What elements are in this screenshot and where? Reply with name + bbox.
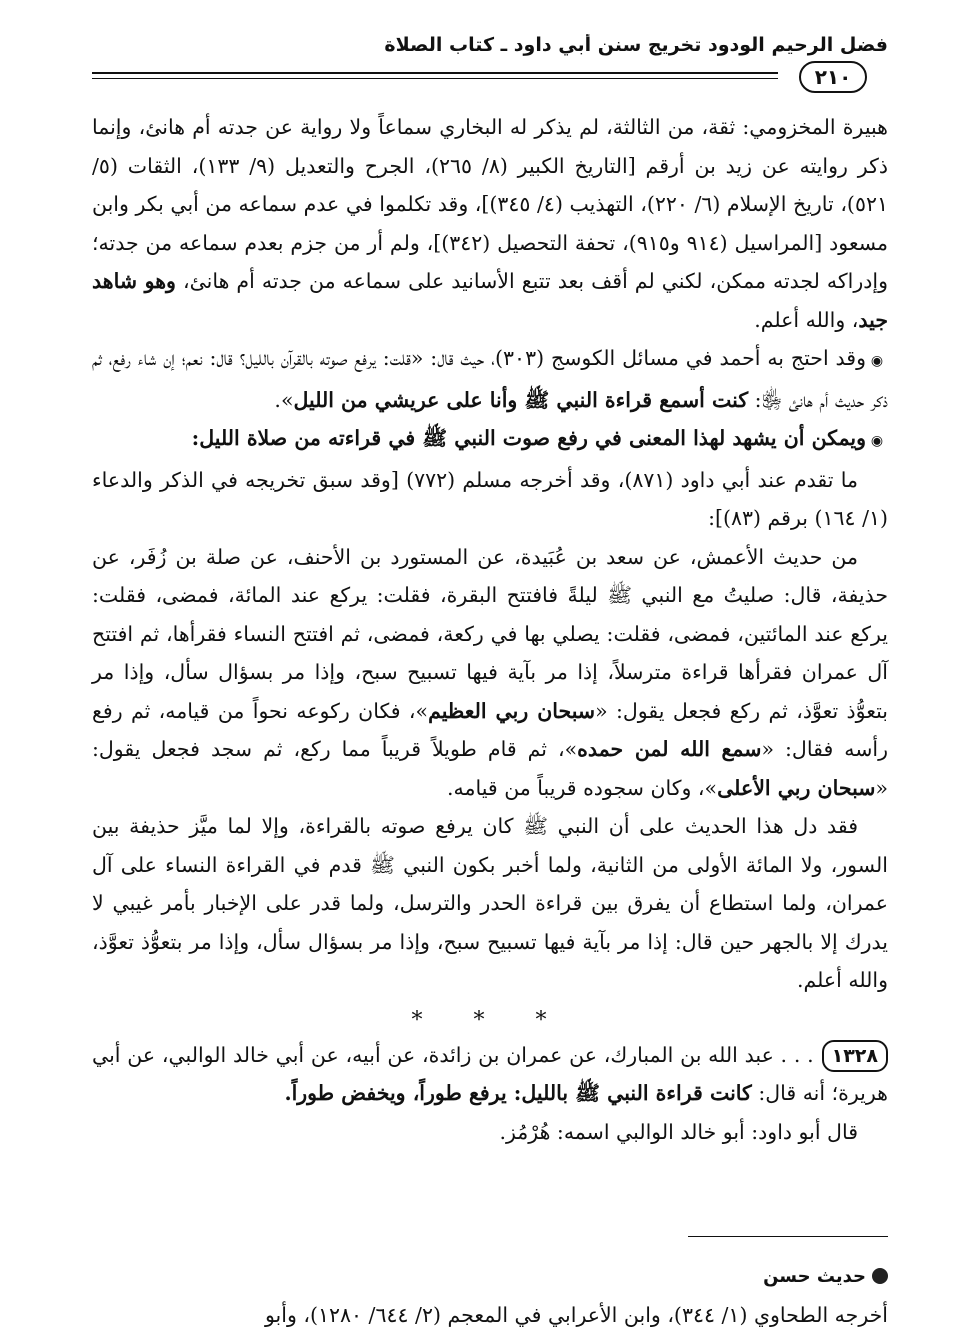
seal-icon: [872, 1268, 888, 1284]
paragraph-5-bold-3: سبحان ربي الأعلى: [717, 775, 876, 800]
paragraph-3: [92, 419, 888, 461]
body-text: [92, 108, 888, 1151]
paragraph-5-text: من حديث الأعمش، عن سعد بن عُبَيدة، عن المستورد بن الأحنف، عن صلة بن زُفَر، عن حذيفة، قال: صليتُ مع النبي ﷺ ليلةً فافتتح البقرة، فقلت: يركع عند المائة، فمضى، فقلت: يركع عند المائتين، فمضى، فقلت: يصلي بها في ركعة، فمضى، ثم افتتح النساء فقرأها، ثم افتتح آل عمران فقرأها قراءة مترسلاً، إذا مر بآية فيها تسبيح سبح، وإذا مر بسؤال سأل، وإذا مر بتعوُّذ تعوَّذ، ثم ركع فجعل يقول: «: [92, 544, 889, 723]
paragraph-5-mid-1: »، فكان ركوعه نحواً من قيامه، ثم رفع رأسه فقال: «: [92, 698, 889, 761]
footnote-verdict: [92, 1256, 888, 1296]
book-page: [92, 20, 888, 1343]
verdict-text: حديث حسن: [763, 1266, 866, 1287]
header-rule: [92, 72, 888, 79]
paragraph-2-text: وقد احتج به أحمد في مسائل الكوسج (٣٠٣)، حيث قال: «قلت: يرفع صوته بالقرآن بالليل؟ قال: نعم؛ إن شاء رفع، ثم ذكر حديث أم هانئ ﵂:: [92, 346, 888, 412]
section-separator: * * *: [411, 1007, 569, 1033]
paragraph-5: [92, 538, 888, 808]
hadith-note: قال أبو داود: أبو خالد الوالبي اسمه: هُرْمُز.: [499, 1119, 858, 1144]
hadith-paragraph: [92, 1036, 888, 1113]
paragraph-5-mid-2: »، ثم قام طويلاً قريباً مما ركع، ثم سجد فجعل يقول: «: [92, 737, 888, 800]
running-header: [92, 34, 888, 64]
paragraph-3-bold: ويمكن أن يشهد لهذا المعنى في رفع صوت النبي ﷺ في قراءته من صلاة الليل:: [191, 426, 866, 450]
page-number-badge: [778, 60, 888, 94]
paragraph-2: [92, 339, 888, 419]
paragraph-5-bold-2: سمع الله لمن حمده: [577, 737, 762, 761]
paragraph-1: [92, 108, 888, 339]
running-header-title: فضل الرحيم الودود تخريج سنن أبي داود ـ كتاب الصلاة: [384, 34, 888, 56]
bullet-icon: ◉: [870, 433, 884, 449]
bullet-icon: ◉: [870, 353, 884, 369]
hadith-number-badge: ١٣٢٨: [822, 1040, 888, 1072]
paragraph-6: فقد دل هذا الحديث على أن النبي ﷺ كان يرفع صوته بالقراءة، وإلا لما ميَّز حذيفة بين السور، ولا المائة الأولى من الثانية، ولما أخبر بكون النبي ﷺ قدم في القراءة النساء على آل عمران، ولما استطاع أن يفرق بين قراءة الحدر والترسل، ولما قدر على الإخبار بأمر غيبي لا يدرك إلا بالجهر حين قال: إذا مر بآية فيها تسبيح سبح، وإذا مر بسؤال سأل، وإذا مر بتعوُّذ تعوَّذ، والله أعلم.: [92, 814, 888, 992]
paragraph-4: ما تقدم عند أبي داود (٨٧١)، وقد أخرجه مسلم (٧٧٢) [وقد سبق تخريجه في الذكر والدعاء (١/ ١٦٤) برقم (٨٣)]:: [92, 467, 888, 530]
paragraph-2-end: ».: [274, 387, 294, 412]
footnote-rule: [688, 1236, 888, 1237]
paragraph-1-bold: وهو شاهد جيد: [92, 269, 888, 332]
footnote: [92, 1256, 888, 1334]
paragraph-1-end: ، والله أعلم.: [754, 307, 859, 332]
paragraph-5-bold-1: سبحان ربي العظيم: [428, 698, 596, 723]
paragraph-5-end: »، وكان سجوده قريباً من قيامه.: [446, 775, 718, 800]
paragraph-2-bold: كنت أسمع قراءة النبي ﷺ وأنا على عريشي من الليل: [293, 387, 749, 412]
footnote-text: أخرجه الطحاوي (١/ ٣٤٤)، وابن الأعرابي في المعجم (٢/ ٦٤٤/ ١٢٨٠)، وأبو: [264, 1303, 888, 1327]
hadith-bold-text: كانت قراءة النبي ﷺ بالليل: يرفع طوراً، ويخفض طوراً.: [284, 1081, 752, 1105]
page-number: ٢١٠: [799, 61, 868, 93]
paragraph-1-text: هبيرة المخزومي: ثقة، من الثالثة، لم يذكر له البخاري سماعاً ولا رواية عن جدته أم هانئ، وإنما ذكر روايته عن زيد بن أرقم [التاريخ الكبير (٨/ ٢٦٥)، الجرح والتعديل (٩/ ١٣٣)، الثقات (٥/ ٥٢١)، تاريخ الإسلام (٦/ ٢٢٠)، التهذيب (٤/ ٣٤٥)]، وقد تكلموا في عدم سماعه من أبي بكر وابن مسعود [المراسيل (٩١٤ و٩١٥)، تحفة التحصيل (٣٤٢)]، ولم أر من جزم بعدم سماعه من جدته؛ وإدراكه لجدته ممكن، لكني لم أقف بعد تتبع الأسانيد على سماعه من جدته أم هانئ،: [92, 115, 889, 293]
hadith-text: . . . عبد الله بن المبارك، عن عمران بن زائدة، عن أبيه، عن أبي خالد الوالبي، عن أبي هريرة؛ أنه قال:: [92, 1042, 888, 1105]
